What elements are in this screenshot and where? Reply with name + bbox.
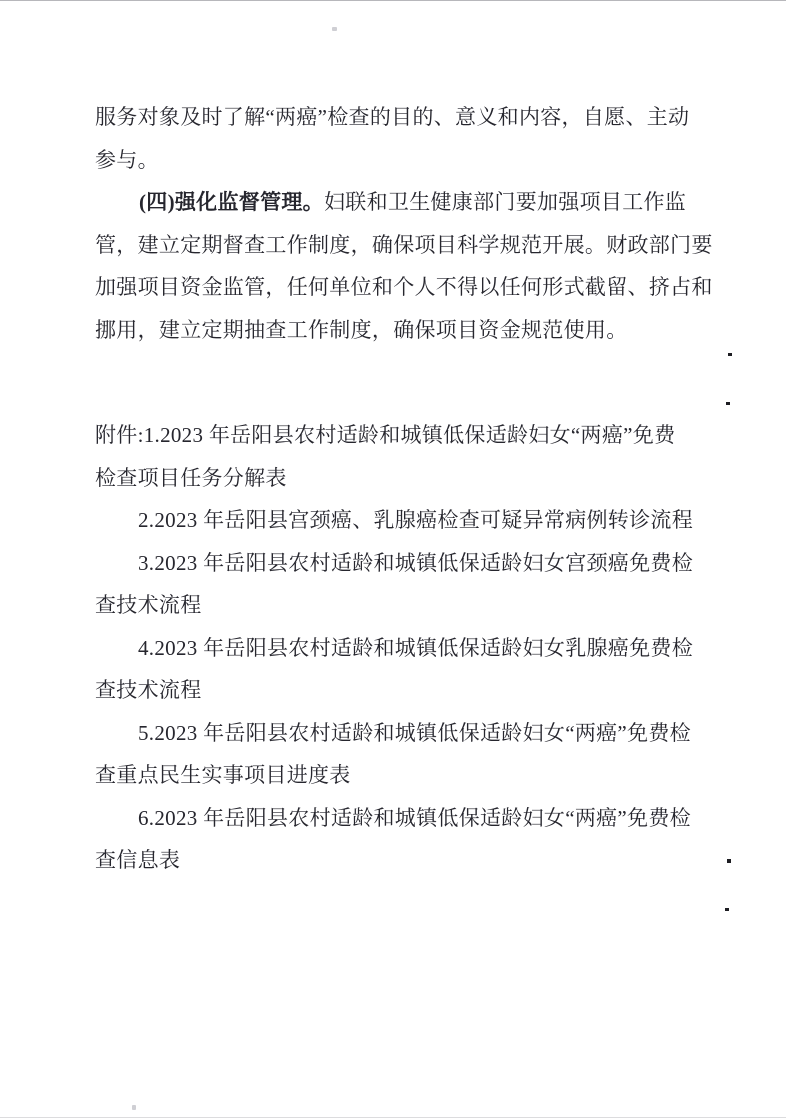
attachment-6-line1: 6.2023 年岳阳县农村适龄和城镇低保适龄妇女“两癌”免费检	[138, 805, 691, 830]
attachment-line	[95, 499, 709, 542]
paragraph1-line2: 参与。	[95, 147, 159, 172]
section-heading: (四)强化监督管理。	[139, 190, 324, 214]
attachment-3-line2: 查技术流程	[95, 593, 202, 617]
scan-artifact-smudge	[332, 27, 337, 31]
attachment-1-line2: 检查项目任务分解表	[95, 465, 287, 490]
scan-artifact-smudge	[132, 1105, 136, 1110]
attachments-label: 附件:	[95, 423, 144, 447]
paragraph2-line2: 管，建立定期督查工作制度，确保项目科学规范开展。财政部门要	[95, 232, 713, 257]
body-text-line	[95, 139, 709, 182]
ink-dot-artifact	[728, 353, 732, 356]
ink-dot-artifact	[727, 859, 731, 863]
paragraph2-line3: 加强项目资金监管，任何单位和个人不得以任何形式截留、挤占和	[95, 275, 713, 299]
body-text-line	[95, 96, 709, 139]
attachment-line	[95, 542, 709, 585]
body-text-line	[95, 309, 709, 352]
attachment-4-line2: 查技术流程	[95, 678, 202, 702]
attachment-1-line1: 1.2023 年岳阳县农村适龄和城镇低保适龄妇女“两癌”免费	[143, 423, 676, 447]
attachment-line	[95, 414, 709, 457]
paragraph1-line1: 服务对象及时了解“两癌”检查的目的、意义和内容，自愿、主动	[95, 105, 690, 129]
attachment-line	[95, 627, 709, 670]
ink-dot-artifact	[726, 402, 730, 405]
page-bottom-edge	[0, 1117, 786, 1118]
attachment-line	[95, 797, 709, 840]
attachment-line	[95, 457, 709, 500]
attachment-6-line2: 查信息表	[95, 848, 181, 872]
attachment-5-line1: 5.2023 年岳阳县农村适龄和城镇低保适龄妇女“两癌”免费检	[138, 720, 691, 745]
attachments-list	[95, 414, 709, 882]
attachment-3-line1: 3.2023 年岳阳县农村适龄和城镇低保适龄妇女宫颈癌免费检	[138, 550, 693, 575]
attachment-2-line1: 2.2023 年岳阳县宫颈癌、乳腺癌检查可疑异常病例转诊流程	[138, 508, 693, 532]
body-text-line	[95, 266, 713, 309]
page-top-edge	[0, 0, 786, 1]
attachment-5-line2: 查重点民生实事项目进度表	[95, 763, 351, 787]
body-text-line	[95, 181, 709, 224]
attachment-line	[95, 754, 709, 797]
attachment-line	[95, 669, 709, 712]
paragraph2-line1: 妇联和卫生健康部门要加强项目工作监	[324, 190, 687, 214]
attachment-line	[95, 712, 709, 755]
ink-dot-artifact	[725, 908, 729, 911]
attachment-line	[95, 839, 709, 882]
paragraph2-line4: 挪用，建立定期抽查工作制度，确保项目资金规范使用。	[95, 317, 628, 342]
attachment-line	[95, 584, 709, 627]
document-body	[95, 96, 713, 882]
attachment-4-line1: 4.2023 年岳阳县农村适龄和城镇低保适龄妇女乳腺癌免费检	[138, 635, 693, 660]
body-text-line	[95, 224, 713, 267]
